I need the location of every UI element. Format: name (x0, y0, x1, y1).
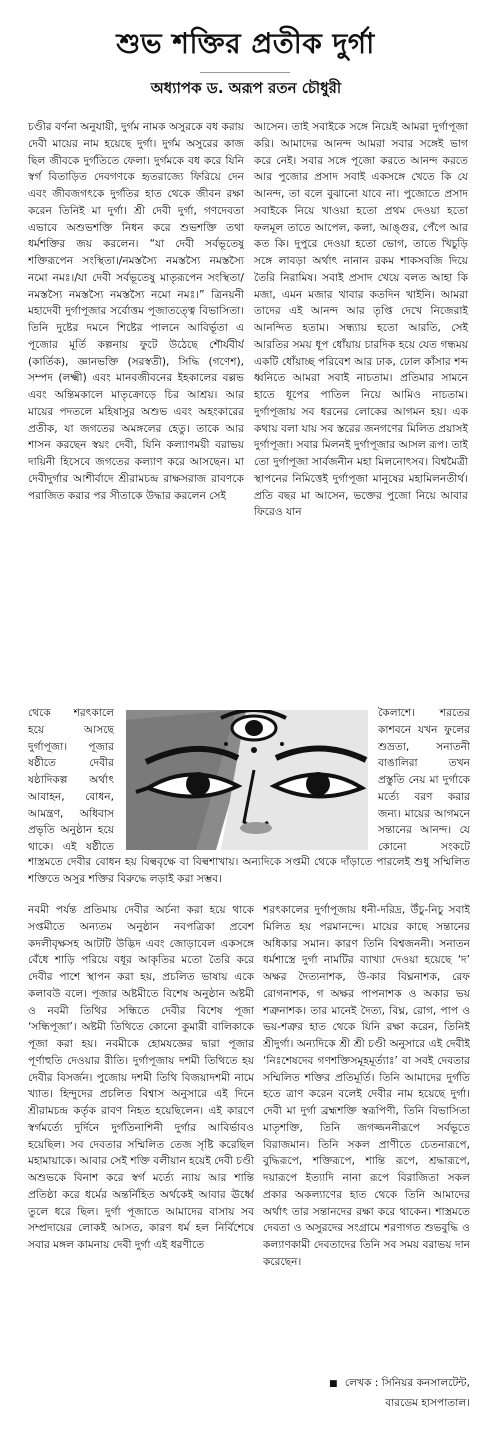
durga-face-image (126, 710, 368, 850)
article-byline: অধ্যাপক ড. অরূপ রতন চৌধুরী (150, 79, 342, 97)
text-left-of-image: থেকে শরৎকালে হয়ে আসছে দুর্গাপূজা। পূজার ষষ্ঠীতে দেবীর ষষ্ঠাদিকল্প অর্থাৎ আবাহন, বোধন, আমন্ত্রণ, অধিবাস প্রভৃতি অনুষ্ঠান হয়ে থাকে। এই ষষ্ঠীতে (28, 707, 114, 853)
text-right-of-image: কৈলাশে। শরতের কাশবনে যখন ফুলের শুভ্রতা, সনাতনী বাঙালিরা তখন প্রস্তুতি নেয় মা দুর্গাকে মর্ত্যে বরণ করার জন্য। মায়ের আগমনে সন্তানের আনন্দ। যে কোনো সংকটে (378, 707, 470, 853)
body-text-lower-right: শরৎকালের দুর্গাপূজায় ধনী-দরিদ্র, উঁচু-নিচু সবাই মিলিত হয় পরমানন্দে। মায়ের কাছে সন্তানের অধিকার সমান। কারণ তিনি বিশ্বজননী। সনাতন ধর্মশাস্ত্রে দুর্গা নামটির ব্যাখ্যা দেওয়া হয়েছে ‘দ’ অক্ষর দৈত্যনাশক, উ-কার বিঘ্ননাশক, রেফ রোগনাশক, গ অক্ষর পাপনাশক ও অকার ভয় শত্রুনাশক। তার মানেই দৈত্য, বিঘ্ন, রোগ, পাপ ও ভয়-শত্রুর হাত থেকে যিনি রক্ষা করেন, তিনিই শ্রীদুর্গা। অন্যদিকে শ্রী শ্রী চণ্ডী অনুসারে এই দেবীই ‘নিঃশেষদেব গণশক্তিসমূহমূর্ত্যাঃ’ বা সবই দেবতার সম্মিলিত শক্তির প্রতিমূর্তি। তিনি আমাদের দুর্গতি হতে ত্রাণ করেন বলেই দেবীর নাম হয়েছে দুর্গা। দেবী মা দুর্গা ব্রহ্মশক্তি স্বরূপিণী, তিনি বিভাসিতা মাতৃশক্তি, তিনি জগজ্জননীরূপে সর্বভূতে বিরাজমান। তিনি সকল প্রাণীতে চেতনারূপে, বুদ্ধিরূপে, শক্তিরূপে, শান্তি রূপে, শ্রদ্ধারূপে, দয়ারূপে ইত্যাদি নানা রূপে বিরাজিতা সকল প্রকার অকল্যাণের হাত থেকে তিনি আমাদের অর্থাৎ তার সন্তানদের রক্ষা করে থাকেন। শাস্ত্রমতে দেবতা ও অসুরদের সংগ্রামে শরণাগত শুভবুদ্ধি ও কল্যাণকামী দেবতাদের তিনি সব সময় বরাভয় দান করেছেন। (263, 904, 470, 1268)
column-right-top (254, 119, 468, 705)
durga-face-illustration (126, 710, 368, 850)
body-text-lower-left: নবমী পর্যন্ত প্রতিমায় দেবীর অর্চনা করা হয়ে থাকে সপ্তমীতে অন্যতম অনুষ্ঠান নবপত্রিকা প্রবেশ কদলীবৃক্ষসহ আটটি উদ্ভিদ এবং জোড়াবেল একসঙ্গে বেঁধে শাড়ি পরিয়ে বধূর আকৃতির মতো তৈরি করে দেবীর পাশে স্থাপন করা হয়, প্রচলিত ভাষায় একে কলাবউ বলে। পূজার অষ্টমীতে বিশেষ অনুষ্ঠান অষ্টমী ও নবমী তিথির সন্ধিতে দেবীর বিশেষ পূজা ‘সন্ধিপূজা’। অষ্টমী তিথিতে কোনো কুমারী বালিকাকে পূজা করা হয়। নবমীকে হোমযজ্ঞের দ্বারা পূজার পূর্ণাহুতি দেওয়ার রীতি। দুর্গাপূজায় দশমী তিথিতে হয় দেবীর বিসর্জন। পুজোয় দশমী তিথি বিজয়াদশমী নামে খ্যাত। হিন্দুদের প্রচলিত বিশ্বাস অনুসারে এই দিনে শ্রীরামচন্দ্র কর্তৃক রাবণ নিহত হয়েছিলেন। এই কারণে স্বর্গমর্ত্যে দুর্দিনে দুর্গতিনাশিনী দুর্গার আবির্ভাবও হয়েছিল। সব দেবতার সম্মিলিত তেজ সৃষ্টি করেছিল মহামায়াকে। আবার সেই শক্তি বলীয়ান হয়েই দেবী চণ্ডী অশুভকে বিনাশ করে স্বর্গ মর্ত্যে ন্যায় আর শান্তি প্রতিষ্ঠা করে ধর্মের অন্তর্নিহিত অর্থকেই আবার ঊর্ধ্বে তুলে ধরে ছিল। দুর্গা পূজাতে আমাদের বাসায় সব সম্প্রদায়ের লোকই আসত, কারণ ধর্ম হল নির্বিশেষে সবার মঙ্গল কামনায় দেবী দুর্গা এই ধরণীতে (28, 904, 254, 1251)
title-divider (200, 72, 290, 73)
square-bullet-icon: ■ (328, 1379, 338, 1389)
column-left-top (28, 119, 244, 705)
column-right-bottom (263, 902, 470, 1372)
text-below-image: শাস্ত্রমতে দেবীর বোধন হয় বিল্ববৃক্ষে বা বিল্বশাখায়। অন্যদিকে সপ্তমী থেকে দাঁড়াতে পারলেই শুধু সম্মিলিত শক্তিতে অসুর শক্তির বিরুদ্ধে লড়াই করা সম্ভব। (28, 856, 470, 885)
author-note-line2: বারডেম হাসপাতাল। (385, 1397, 470, 1409)
body-text-right: আসেন। তাই সবাইকে সঙ্গে নিয়েই আমরা দুর্গাপূজা করি। আমাদের আনন্দ আমরা সবার সঙ্গেই ভাগ করে নেই। সবার সঙ্গে পূজো করতে আনন্দ করতে আর পুজোর প্রসাদ সবাই একসঙ্গে খেতে কি যে আনন্দ, তা বলে বুঝানো যাবে না। পুজোতে প্রসাদ সবাইকে নিয়ে খাওয়া হতো প্রথম দেওয়া হতো ফলমূল তাতে আপেল, কলা, আঙ্গুর, পেঁপে আর কত কি। দুপুরে দেওয়া হতো ভোগ, তাতে খিচুড়ি সঙ্গে লাবড়া অর্থাৎ নানান রকম শাকসবজি দিয়ে তৈরি নিরামিষ। সবাই প্রসাদ খেয়ে বলত আহা কি মজা, এমন মজার খাবার কতদিন খাইনি। আমরা তাদের এই আনন্দ আর তৃপ্তি দেখে নিজেরাই আনন্দিত হতাম। সন্ধ্যায় হতো আরতি, সেই আরতির সময় ধূপ ধোঁয়ায় চারদিক হয়ে যেত গন্ধময় একটি ধোঁয়াচ্ছ পরিবেশ আর ঢাক, ঢোল কাঁসার শব্দ ধ্বনিতে আমরা সবাই নাচতাম। প্রতিমার সামনে হাতে ধূপের পাতিল নিয়ে আমিও নাচতাম। দুর্গাপূজায় সব ধরনের লোকের আগমন হয়। এক কথায় বলা যায় সব স্তরের জনগণের মিলিত প্রয়াসই দুর্গাপূজা। সবার মিলনই দুর্গাপূজার আসল রূপ। তাই তো দুর্গাপূজা সার্বজনীন মহা মিলনোৎসব। বিশ্বমৈত্রী স্থাপনের নিমিত্তেই দুর্গাপূজা মানুষের মহামিলনতীর্থ। প্রতি বছর মা আসেন, ভক্তের পুজো নিয়ে আবার ফিরেও যান (254, 121, 468, 519)
author-note-line1: সিনিয়র কনসালটেন্ট, (381, 1377, 470, 1389)
article-title: শুভ শক্তির প্রতীক দুর্গা (116, 27, 375, 60)
column-left-bottom (28, 902, 254, 1414)
author-note (270, 1374, 470, 1414)
body-text-left: চণ্ডীর বর্ণনা অনুযায়ী, দুর্গম নামক অসুরকে বধ করায় দেবী মায়ের নাম হয়েছে দুর্গা। দুর্গম অসুরের কাজ ছিল জীবকে দুর্গতিতে ফেলা। দুর্গমকে বধ করে যিনি স্বর্গ বিতাড়িত দেবগণকে হৃতরাজ্যে ফিরিয়ে দেন এবং জীবজগৎকে দুর্গতির হাত থেকে জীবন রক্ষা করেন তিনিই মা দুর্গা। শ্রী দেবী দুর্গা, গণদেবতা এভাবে অশুভশক্তি নিধন করে শুভশক্তি তথা ধর্মশক্তির জয় করলেন। “যা দেবী সর্বভূতেষু শক্তিরূপেন সংস্থিতা।/নমস্তস্যৈ নমস্তস্যৈ নমস্তস্যৈ নমো নমঃ।/যা দেবী সর্বভূতেষু মাতৃরূপেন সংস্থিতা/ নমস্তস্যৈ নমস্তস্যৈ নমস্তস্যৈ নমো নমঃ।” ত্রিনয়নী মহাদেবী দুর্গাপূজার সর্বোত্তম পূজাতত্ত্বে বিভাসিতা। তিনি দুষ্টের দমনে শিষ্টের পালনে আবির্ভূতা এ পূজোর মূর্তি কল্পনায় ফুটে উঠেছে শৌর্যবীর্য (কার্তিক), জ্ঞানভক্তি (সরস্বতী), সিদ্ধি (গণেশ), সম্পদ (লক্ষ্মী) এবং মানবজীবনের ইহকালের বল্লভ এবং অন্তিমকালে মাতৃক্রোড়ে চির আশ্রয়। আর মায়ের পদতলে মহিষাসুর অশুভ এবং অহংকারের প্রতীক, যা জগতের অমঙ্গলের হেতু। তাকে আর শাসন করছেন স্বয়ং দেবী, যিনি কল্যাণময়ী বরাভয় দায়িনী হিসেবে জগতের কল্যাণ করে আসছেন। মা দেবীদুর্গার আশীর্বাদে শ্রীরামচন্দ্র রাক্ষসরাজ রাবণকে পরাজিত করার পর সীতাকে উদ্ধার করলেন সেই (28, 121, 244, 502)
author-note-label: লেখক : (344, 1377, 379, 1389)
